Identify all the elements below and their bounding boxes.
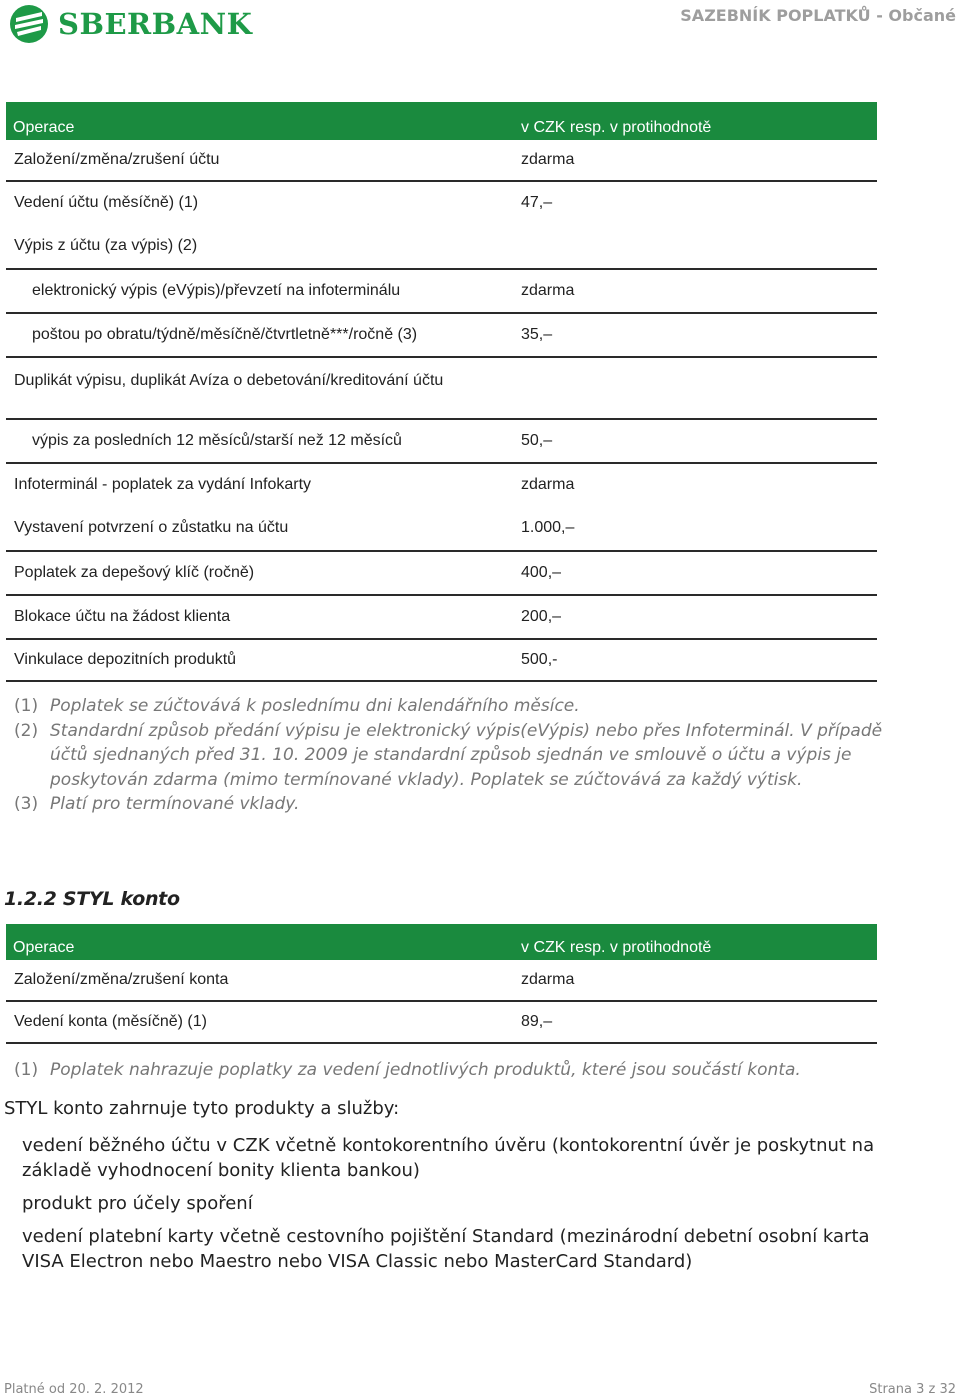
table-row [6, 356, 877, 418]
table-row [6, 506, 877, 550]
row-label: Založení/změna/zrušení účtu [14, 151, 220, 168]
footnote-number: (1) [14, 1060, 39, 1080]
sberbank-logo-icon [8, 3, 50, 45]
footnote-text: Poplatek se zúčtovává k poslednímu dni kalendářního měsíce. [50, 696, 580, 716]
list-item: vedení běžného účtu v CZK včetně kontokorentního úvěru (kontokorentní úvěr je poskytnut na základě vyhodnocení bonity klienta bankou) [22, 1135, 875, 1181]
table-row [6, 140, 877, 180]
sberbank-logo [8, 2, 252, 46]
row-value: 1.000,– [521, 519, 575, 536]
row-label: elektronický výpis (eVýpis)/převzetí na infoterminálu [32, 282, 401, 299]
row-label: Založení/změna/zrušení konta [14, 971, 229, 988]
brand-name: SBERBANK [58, 7, 253, 41]
footnote-text: Standardní způsob předání výpisu je elektronický výpis(eVýpis) nebo přes Infoterminál. V případě účtů sjednaných před 31. 10. 2009 je standardní způsob sjednán ve smlouvě o účtu a výpis je poskytován zdarma (mimo termínované vklady). Poplatek se zúčtovává za každý výtisk. [50, 720, 883, 790]
row-value: zdarma [521, 151, 575, 168]
footnote-number: (3) [14, 794, 39, 814]
table-row [6, 224, 877, 268]
footnote-number: (1) [14, 696, 39, 716]
list-item: produkt pro účely spoření [22, 1193, 253, 1214]
footnotes-account [14, 694, 894, 817]
table-row [6, 180, 877, 224]
column-header-operation: Operace [13, 939, 75, 956]
page-number: Strana 3 z 32 [869, 1382, 956, 1397]
row-label: Infoterminál - poplatek za vydání Infokarty [14, 476, 312, 493]
footnote [14, 1058, 894, 1083]
row-label: poštou po obratu/týdně/měsíčně/čtvrtletně***/ročně (3) [32, 326, 418, 343]
row-value: 35,– [521, 326, 553, 343]
table-row [6, 1000, 877, 1044]
document-title: SAZEBNÍK POPLATKŮ - Občané [680, 6, 956, 25]
valid-from: Platné od 20. 2. 2012 [4, 1382, 144, 1397]
list-item: vedení platební karty včetně cestovního pojištění Standard (mezinárodní debetní osobní karta VISA Electron nebo Maestro nebo VISA Classic nebo MasterCard Standard) [22, 1226, 870, 1272]
table-row [6, 638, 877, 682]
footnote-number: (2) [14, 720, 39, 741]
row-label: Vedení účtu (měsíčně) (1) [14, 194, 199, 211]
fee-table-account [6, 102, 877, 682]
row-value: 47,– [521, 194, 553, 211]
row-value: 200,– [521, 608, 562, 625]
column-header-value: v CZK resp. v protihodnotě [521, 939, 712, 956]
row-value: zdarma [521, 476, 575, 493]
table-row [6, 550, 877, 594]
row-value: zdarma [521, 971, 575, 988]
styl-intro: STYL konto zahrnuje tyto produkty a služby: [4, 1098, 400, 1119]
footnote [14, 694, 894, 719]
styl-product-list [22, 1133, 902, 1282]
row-label: Blokace účtu na žádost klienta [14, 608, 231, 625]
section-title: 1.2.2 STYL konto [4, 888, 180, 910]
row-label: Výpis z účtu (za výpis) (2) [14, 237, 198, 254]
footnote [14, 719, 894, 793]
column-header-operation: Operace [13, 119, 75, 136]
footnote [14, 792, 894, 817]
row-label: Vedení konta (měsíčně) (1) [14, 1013, 207, 1030]
row-label: Duplikát výpisu, duplikát Avíza o debetování/kreditování účtu [14, 372, 444, 389]
footnote-text: Platí pro termínované vklady. [50, 794, 300, 814]
table-row [6, 312, 877, 356]
row-value: 400,– [521, 564, 562, 581]
table-row [6, 268, 877, 312]
table-row [6, 594, 877, 638]
table-header [6, 102, 877, 140]
row-value: zdarma [521, 282, 575, 299]
table-row [6, 418, 877, 462]
footnote-text: Poplatek nahrazuje poplatky za vedení jednotlivých produktů, které jsou součástí konta. [50, 1060, 801, 1080]
row-label: Vystavení potvrzení o zůstatku na účtu [14, 519, 289, 536]
row-label: Vinkulace depozitních produktů [14, 651, 237, 668]
row-label: výpis za posledních 12 měsíců/starší než 12 měsíců [32, 432, 402, 449]
table-row [6, 462, 877, 506]
table-header [6, 924, 877, 960]
page-header [0, 0, 960, 50]
row-value: 500,- [521, 651, 558, 668]
column-header-value: v CZK resp. v protihodnotě [521, 119, 712, 136]
fee-table-styl-konto [6, 924, 877, 1044]
row-value: 89,– [521, 1013, 553, 1030]
footnotes-styl-konto [14, 1058, 894, 1083]
row-label: Poplatek za depešový klíč (ročně) [14, 564, 255, 581]
table-row [6, 960, 877, 1000]
row-value: 50,– [521, 432, 553, 449]
